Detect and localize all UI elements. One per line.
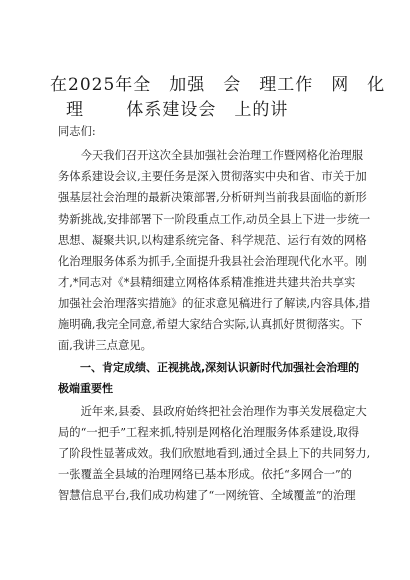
document-title-line-1: 在2025年全 加强 会 理工作 网 化: [50, 75, 386, 95]
paragraph-line: 加强社会治理落实措施》的征求意见稿进行了解读,内容具体,措: [58, 297, 371, 310]
paragraph-line: 近年来,县委、县政府始终把社会治理作为事关发展稳定大: [58, 405, 367, 418]
paragraph-line: 强基层社会治理的最新决策部署,分析研判当前我县面临的新形: [58, 191, 367, 204]
salutation: 同志们:: [58, 125, 96, 138]
section-heading-line: 一、肯定成绩、正视挑战,深刻认识新时代加强社会治理的: [58, 361, 360, 374]
paragraph-line: 化治理服务体系为抓手,全面提升我县社会治理现代化水平。刚: [58, 255, 367, 268]
paragraph-line: 一张覆盖全县域的治理网络已基本形成。依托“多网合一”的: [58, 468, 352, 481]
paragraph-line: 智慧信息平台,我们成功构建了“一网统管、全域覆盖”的治理: [58, 489, 356, 502]
paragraph-line: 施明确,我完全同意,希望大家结合实际,认真抓好贯彻落实。下: [58, 318, 363, 331]
paragraph-line: 局的“一把手”工程来抓,特别是网格化治理服务体系建设,取得: [58, 426, 360, 439]
paragraph-line: 今天我们召开这次全县加强社会治理工作暨网格化治理服: [58, 149, 364, 162]
paragraph-line: 思想、凝聚共识,以构建系统完备、科学规范、运行有效的网格: [58, 234, 367, 247]
document-title-line-2: 理 体系建设会 上的讲: [66, 100, 289, 120]
paragraph-line: 势新挑战,安排部署下一阶段重点工作,动员全县上下进一步统一: [58, 213, 371, 226]
paragraph-line: 才,*同志对《*县精细建立网格体系精准推进共建共治共享实: [58, 276, 356, 289]
paragraph-line: 务体系建设会议,主要任务是深入贯彻落实中央和省、市关于加: [58, 170, 367, 183]
paragraph-line: 面,我讲三点意见。: [58, 339, 152, 352]
section-heading-line: 极端重要性: [58, 382, 113, 395]
paragraph-line: 了阶段性显著成效。我们欣慰地看到,通过全县上下的共同努力,: [58, 447, 371, 460]
